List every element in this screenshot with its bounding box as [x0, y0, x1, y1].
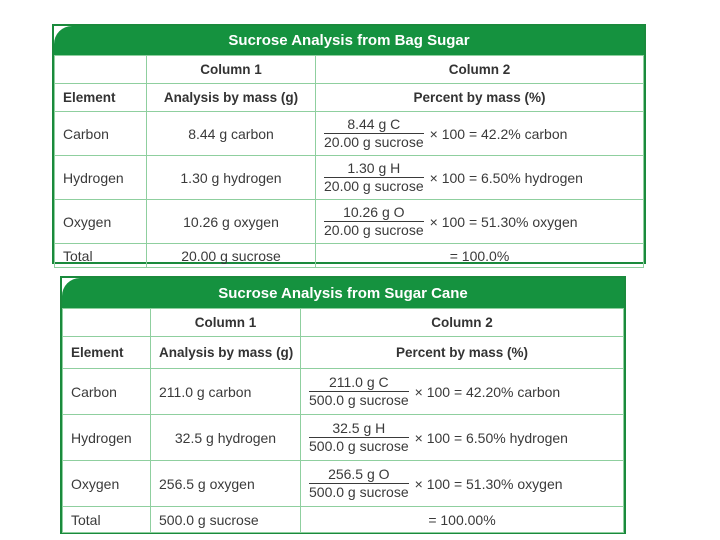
analysis-header: Analysis by mass (g): [151, 337, 301, 369]
denominator: 500.0 g sucrose: [309, 484, 409, 500]
table-row: [55, 156, 644, 200]
fraction: [324, 161, 424, 193]
bag-sugar-table: [52, 24, 646, 264]
result-text: × 100 = 51.30% oxygen: [429, 213, 578, 230]
numerator: 1.30 g H: [324, 161, 424, 178]
mass-cell: 8.44 g carbon: [147, 112, 316, 156]
table-title: Sucrose Analysis from Bag Sugar: [54, 26, 644, 55]
result-text: × 100 = 51.30% oxygen: [414, 475, 563, 492]
table-row: [63, 415, 624, 461]
analysis-table: [62, 308, 624, 533]
mass-cell: 32.5 g hydrogen: [151, 415, 301, 461]
fraction: [309, 467, 409, 499]
element-cell: Carbon: [63, 369, 151, 415]
total-row: [55, 244, 644, 268]
result-text: × 100 = 42.20% carbon: [414, 383, 561, 400]
total-label: Total: [63, 507, 151, 533]
percent-cell: [301, 415, 624, 461]
mass-cell: 211.0 g carbon: [151, 369, 301, 415]
numerator: 8.44 g C: [324, 117, 424, 134]
numerator: 211.0 g C: [309, 375, 409, 392]
column-1-header: Column 1: [151, 309, 301, 337]
analysis-header: Analysis by mass (g): [147, 84, 316, 112]
denominator: 20.00 g sucrose: [324, 134, 424, 150]
element-header: Element: [63, 337, 151, 369]
percent-cell: [316, 200, 644, 244]
total-row: [63, 507, 624, 533]
mass-cell: 256.5 g oxygen: [151, 461, 301, 507]
column-1-header: Column 1: [147, 56, 316, 84]
percent-header: Percent by mass (%): [316, 84, 644, 112]
element-cell: Carbon: [55, 112, 147, 156]
percent-cell: [316, 156, 644, 200]
denominator: 500.0 g sucrose: [309, 392, 409, 408]
percent-cell: [301, 461, 624, 507]
sugar-cane-table: [60, 276, 626, 534]
result-text: × 100 = 6.50% hydrogen: [429, 169, 583, 186]
percent-header: Percent by mass (%): [301, 337, 624, 369]
total-mass: 20.00 g sucrose: [147, 244, 316, 268]
table-title: Sucrose Analysis from Sugar Cane: [62, 278, 624, 308]
element-cell: Oxygen: [55, 200, 147, 244]
fraction: [324, 117, 424, 149]
total-percent: = 100.00%: [301, 507, 624, 533]
numerator: 256.5 g O: [309, 467, 409, 484]
mass-cell: 1.30 g hydrogen: [147, 156, 316, 200]
fraction: [324, 205, 424, 237]
blank-cell: [63, 309, 151, 337]
blank-cell: [55, 56, 147, 84]
mass-cell: 10.26 g oxygen: [147, 200, 316, 244]
table-row: [63, 369, 624, 415]
total-mass: 500.0 g sucrose: [151, 507, 301, 533]
element-cell: Hydrogen: [55, 156, 147, 200]
percent-cell: [301, 369, 624, 415]
fraction: [309, 375, 409, 407]
denominator: 20.00 g sucrose: [324, 178, 424, 194]
column-2-header: Column 2: [301, 309, 624, 337]
total-label: Total: [55, 244, 147, 268]
percent-cell: [316, 112, 644, 156]
table-row: [63, 461, 624, 507]
result-text: × 100 = 6.50% hydrogen: [414, 429, 568, 446]
fraction: [309, 421, 409, 453]
table-row: [55, 200, 644, 244]
denominator: 20.00 g sucrose: [324, 222, 424, 238]
numerator: 10.26 g O: [324, 205, 424, 222]
total-percent: = 100.0%: [316, 244, 644, 268]
table-row: [55, 112, 644, 156]
element-header: Element: [55, 84, 147, 112]
element-cell: Hydrogen: [63, 415, 151, 461]
denominator: 500.0 g sucrose: [309, 438, 409, 454]
numerator: 32.5 g H: [309, 421, 409, 438]
element-cell: Oxygen: [63, 461, 151, 507]
analysis-table: [54, 55, 644, 268]
result-text: × 100 = 42.2% carbon: [429, 125, 568, 142]
column-2-header: Column 2: [316, 56, 644, 84]
